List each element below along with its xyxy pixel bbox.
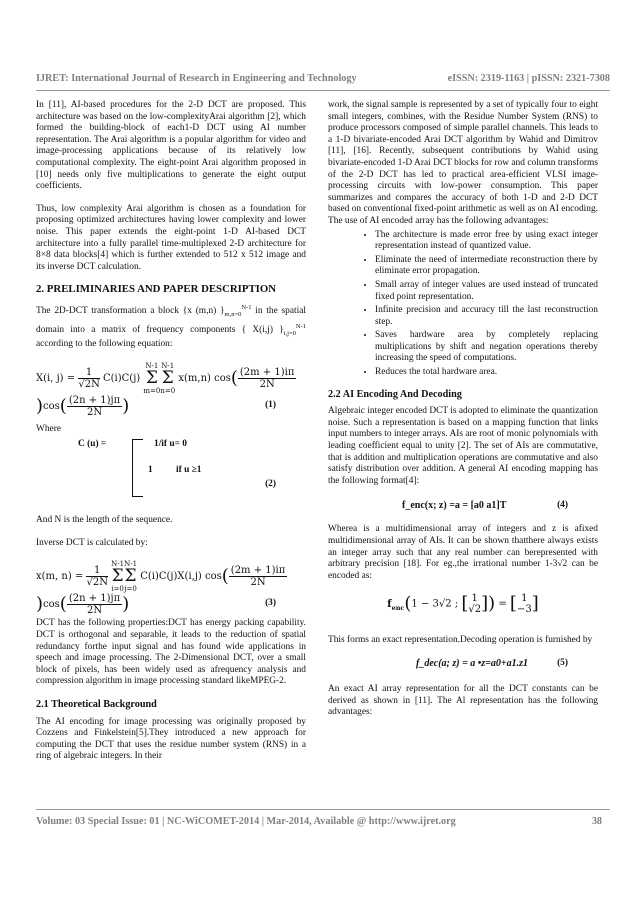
equation-3: x(m, n) = $\frac{1}{√2N}$ N-1 Σ i=0N-1 Σ j=0 C(i)C(j)X(i,j) cos( $\frac{(2m + 1)i\pi}{2N}$ )cos( $\frac{(2n + 1)j\pi}{2N}$ ) (3) <box>36 560 286 617</box>
paragraph: work, the signal sample is represented by a set of typically four to eight small integers, combines, with the Residue Number System (RNS) to produce processors composed of simple parallel channels. This leads to a 1-D bivariate-encoded Arai DCT algorithm by Wahid and Dimitrov [11], [16]. Recently, subsequent contributions by Wahid using bivariate-encoded 1-D Arai DCT blocks for row and column transforms of the 2-D DCT has led to practical area-efficient VLSI image-processing circuits with low-power consumption. This paper summarizes and compares the accuracy of both 1-D and 2-D DCT based on conventional fixed-point arithmetic as well as on AI encoding. The use of AI encoded array has the following advantages: <box>328 100 598 226</box>
paragraph: Thus, low complexity Arai algorithm is chosen as a foundation for proposing optimized architectures having lower complexity and lower noise. This paper extends the eight-point 1-D AI-based DCT architecture into a fully parallel time-multiplexed 2-D architecture for 8×8 data blocks[4] which is further extended to 512 x 512 image and its inverse DCT calculation. <box>36 203 306 272</box>
section-heading: 2. PRELIMINARIES AND PAPER DESCRIPTION <box>36 283 277 296</box>
paragraph: DCT has the following properties:DCT has energy packing capability. DCT is orthogonal and separable, it leads to the reduction of spatial redundancy forthe input signal and has found wide applications in speech and image processing. The 2-Dimensional DCT, over a small block of pixels, has been widely used as afrequency analysis and compression algorithm in image processing standard likeMPEG-2. <box>36 618 306 687</box>
equation-number: (4) <box>557 500 568 511</box>
volume-info: Volume: 03 Special Issue: 01 | NC-WiCOMET-2014 | Mar-2014, Available @ http://www.ijret.org <box>36 816 456 827</box>
equation-1: X(i, j) = $\frac{1}{√2N}$ C(i)C(j) N-1 Σ m=0N-1 Σ n=0 x(m,n) cos( $\frac{(2m + 1)i\pi}{2N}$ )cos( $\frac{(2n + 1)j\pi}{2N}$ ) (1) <box>36 361 295 418</box>
list-item: • Reduces the total hardware area. <box>375 367 598 379</box>
list-item: • Infinite precision and accuracy till the last reconstruction step. <box>375 305 598 328</box>
paragraph: Algebraic integer encoded DCT is adopted to eliminate the quantization noise. Such a representation is based on a mapping function that links input numbers to integer arrays. AIs are root of monic polynomials with leading coefficient equal to unity [2]. The set of AIs are commutative, that is addition and multiplication operations are commutative and also satisfy distribution over addition. A general AI encoding mapping has the following format[4]: <box>328 406 598 486</box>
paragraph: In [11], AI-based procedures for the 2-D DCT are proposed. This architecture was based on the low-complexityArai algorithm [2], which formed the building-block of each1-D DCT using AI number representation. The Arai algorithm is a popular algorithm for video and image-processing applications because of its relatively low computational complexity. The eight-point Arai algorithm proposed in [10] needs only five multiplications to generate the eight output coefficients. <box>36 100 306 192</box>
where-label: Where <box>36 423 61 434</box>
paragraph: Inverse DCT is calculated by: <box>36 537 148 548</box>
journal-name: IJRET: International Journal of Research in Engineering and Technology <box>36 73 357 84</box>
header-rule <box>36 90 610 91</box>
running-footer <box>36 816 602 827</box>
page-number: 38 <box>591 816 602 827</box>
running-header <box>36 73 610 84</box>
paragraph: And N is the length of the sequence. <box>36 515 173 526</box>
list-item: • Saves hardware area by completely replacing multiplications by shift and negation operations thereby increasing the speed of computations. <box>375 330 598 365</box>
list-item: • The architecture is made error free by using exact integer representation instead of quantized value. <box>375 230 598 253</box>
equation-number: (1) <box>265 399 276 410</box>
paragraph: The AI encoding for image processing was originally proposed by Cozzens and Finkelstein[5].They introduced a new approach for computing the DCT that uses the residue number system (RNS) in a ring of algebraic integers. In their <box>36 716 306 762</box>
equation-2: C (u) = 1/if u= 0 1 if u ≥1 (2) <box>36 439 306 509</box>
equation-number: (5) <box>557 657 568 668</box>
right-column <box>328 100 598 730</box>
equation-encoding-example: $f_{enc}(1 - 3√2$ ; [ 1 √2 ]) = [ 1 −3 ] <box>387 593 539 616</box>
issn: eISSN: 2319-1163 | pISSN: 2321-7308 <box>447 73 610 84</box>
list-item: • Eliminate the need of intermediate reconstruction there by eliminate error propagation. <box>375 255 598 278</box>
paragraph: An exact AI array representation for all the DCT constants can be derived as shown in [11]. The Al representation has the following advantages: <box>328 683 598 718</box>
equation-number: (3) <box>265 598 276 609</box>
section-heading: 2.2 AI Encoding And Decoding <box>328 388 462 400</box>
equation-number: (2) <box>265 479 276 490</box>
left-column <box>36 100 306 774</box>
section-heading: 2.1 Theoretical Background <box>36 699 157 711</box>
equation-4: f_enc(x; z) =a = [a0 a1]T (4) <box>402 500 568 512</box>
paragraph: The 2D-DCT transformation a block {x (m,n) }$_{m,n=0}^{N-1}$ in the spatial domain into a matrix of frequency components { X(i,j) }$_{i,j=0}^{N-1}$ according to the following equation: <box>36 303 307 350</box>
paragraph: This forms an exact representation.Decoding operation is furnished by <box>328 635 593 646</box>
equation-5: f_dec(a; z) = a •z=a0+a1.z1 (5) <box>416 657 568 669</box>
list-item: • Small array of integer values are used instead of truncated fixed point representation. <box>375 280 598 303</box>
paragraph: Wherea is a multidimensional array of integers and z is afixed multidimensional array of AIs. It can be shown thatthere always exists an integer array such that any real number can berepresented with arbitrary precision [18]. For eg.,the irrational number 1-3√2 can be encoded as: <box>328 524 598 581</box>
footer-rule <box>36 809 610 810</box>
advantages-list <box>328 230 598 379</box>
